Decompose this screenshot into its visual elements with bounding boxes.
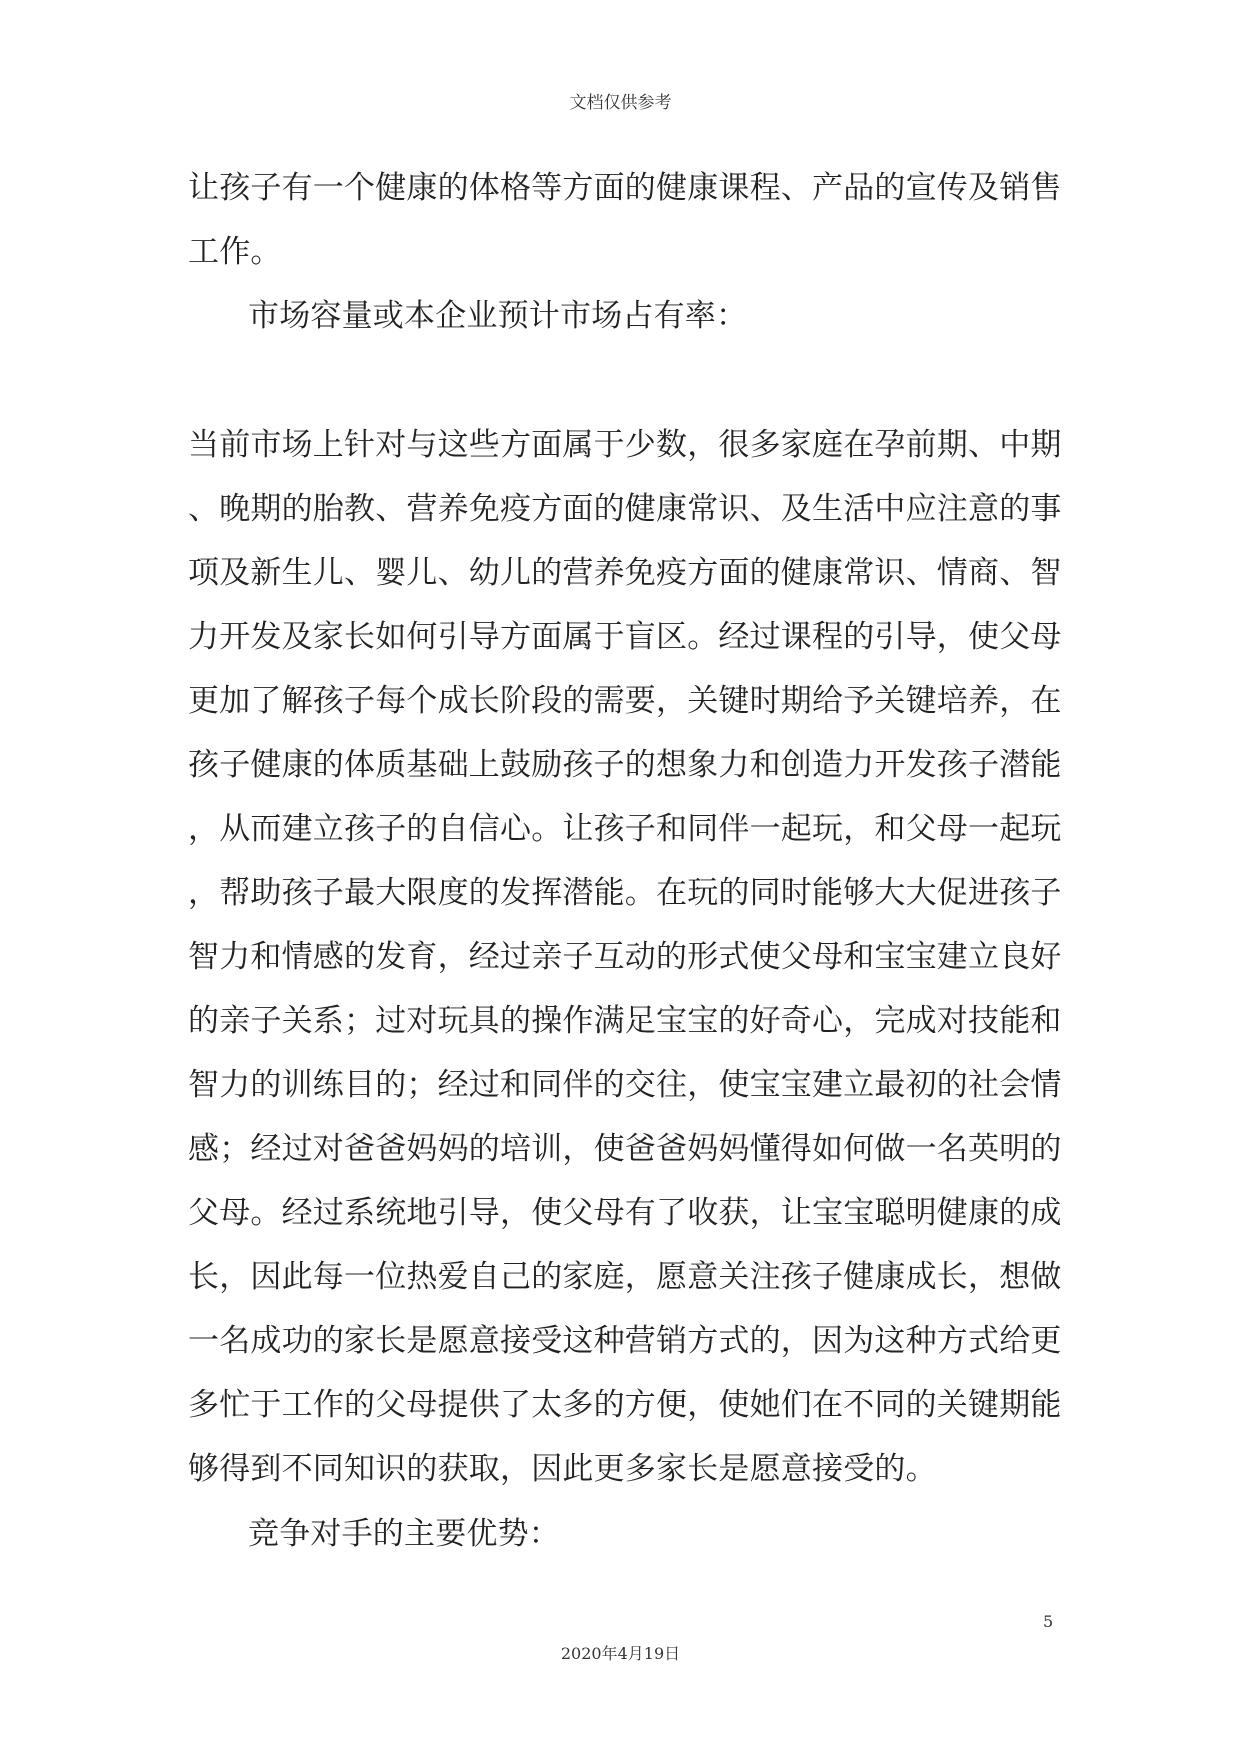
body-line: 工作。 (188, 234, 282, 270)
body-line: ，从而建立孩子的自信心。让孩子和同伴一起玩，和父母一起玩 (188, 811, 1062, 847)
body-line: 智力和情感的发育，经过亲子互动的形式使父母和宝宝建立良好 (188, 939, 1062, 975)
body-line: 父母。经过系统地引导，使父母有了收获，让宝宝聪明健康的成 (188, 1195, 1062, 1231)
body-line: 的亲子关系；过对玩具的操作满足宝宝的好奇心，完成对技能和 (188, 1003, 1062, 1039)
body-line: 够得到不同知识的获取，因此更多家长是愿意接受的。 (188, 1451, 937, 1487)
section-heading-competitor-advantages: 竞争对手的主要优势： (248, 1516, 560, 1552)
body-line: 长，因此每一位热爱自己的家庭，愿意关注孩子健康成长，想做 (188, 1259, 1062, 1295)
body-line: ，帮助孩子最大限度的发挥潜能。在玩的同时能够大大促进孩子 (188, 875, 1062, 911)
body-line: 力开发及家长如何引导方面属于盲区。经过课程的引导，使父母 (188, 619, 1062, 655)
body-line: 、晚期的胎教、营养免疫方面的健康常识、及生活中应注意的事 (188, 491, 1062, 527)
header-note: 文档仅供参考 (569, 93, 672, 113)
section-heading-market-capacity: 市场容量或本企业预计市场占有率： (248, 298, 748, 334)
body-line: 项及新生儿、婴儿、幼儿的营养免疫方面的健康常识、情商、智 (188, 555, 1062, 591)
body-line: 孩子健康的体质基础上鼓励孩子的想象力和创造力开发孩子潜能 (188, 747, 1062, 783)
body-line: 一名成功的家长是愿意接受这种营销方式的，因为这种方式给更 (188, 1323, 1062, 1359)
page-number: 5 (1043, 1612, 1054, 1631)
footer-date: 2020年4月19日 (560, 1644, 681, 1663)
body-line: 更加了解孩子每个成长阶段的需要，关键时期给予关键培养，在 (188, 683, 1062, 719)
body-line: 让孩子有一个健康的体格等方面的健康课程、产品的宣传及销售 (188, 170, 1062, 206)
body-line: 当前市场上针对与这些方面属于少数，很多家庭在孕前期、中期 (188, 427, 1062, 463)
body-line: 感；经过对爸爸妈妈的培训，使爸爸妈妈懂得如何做一名英明的 (188, 1131, 1062, 1167)
body-line: 智力的训练目的；经过和同伴的交往，使宝宝建立最初的社会情 (188, 1067, 1062, 1103)
body-line: 多忙于工作的父母提供了太多的方便，使她们在不同的关键期能 (188, 1387, 1062, 1423)
